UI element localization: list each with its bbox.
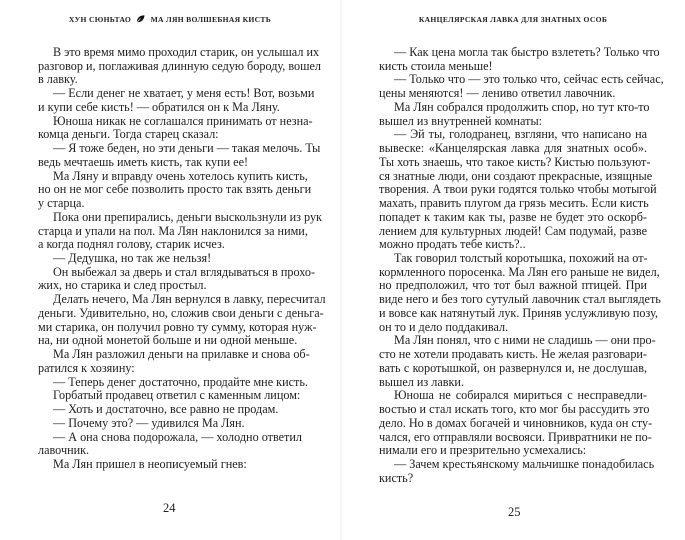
text-line: — Как цена могла так быстро взлететь? Только что — [394, 45, 660, 59]
header-author: ХУН СЮНЬТАО — [68, 15, 132, 24]
text-line: Ма Лян понял, что с ними не сладишь — они про- — [394, 333, 656, 348]
text-line: и купи себе кисть! — обратился он к Ма Ляну. — [38, 99, 280, 114]
text-line: — Если денег не хватает, у меня есть! Вот, возьми — [53, 86, 315, 101]
text-line: — Теперь денег достаточно, продайте мне кисть. — [53, 374, 308, 389]
text-line: В это время мимо проходил старик, он услышал их — [53, 45, 320, 59]
text-line: Так говорил толстый коротышка, похожий на от- — [394, 251, 648, 266]
text-line: и вовсе как натянутый лук. Приняв услужливую позу, — [379, 305, 658, 320]
text-line: у старца. — [38, 196, 85, 211]
text-line: — Дедушка, но так же нельзя! — [53, 251, 212, 266]
text-line: вышел из лавки. — [379, 374, 464, 389]
text-line: ми старика, он получил ровно ту сумму, которая нуж- — [38, 319, 317, 334]
text-line: Ма Ляну и вправду очень хотелось купить кисть, — [53, 168, 308, 183]
text-line: — Я тоже беден, но эти деньги — такая мелочь. Ты — [53, 141, 321, 156]
text-line: нимали его и презрительно усмехались: — [379, 443, 587, 458]
text-line: попадет к таким как ты, разве не будет это оскорб- — [379, 209, 647, 224]
text-line: — Эй ты, голодранец, взгляни, что написано на — [394, 127, 647, 142]
text-line: а когда поднял голову, старик исчез. — [38, 237, 225, 252]
text-line: творения. А твои руки годятся только чтобы мотыгой — [379, 182, 657, 197]
text-line: лавочник. — [38, 443, 90, 458]
text-line: Ты хоть знаешь, что такое кисть? Кистью пользуют- — [379, 154, 651, 169]
header-book-title: МА ЛЯН ВОЛШЕБНАЯ КИСТЬ — [150, 15, 272, 24]
text-line: жих, но старика и след простыл. — [38, 278, 207, 293]
text-line: старца и упали на пол. Ма Лян наклонился за ними, — [38, 223, 308, 238]
body-text-right — [379, 45, 664, 486]
text-line: Юноша не собирался мириться с несправедли- — [394, 388, 647, 403]
text-line: комца деньги. Тогда старец сказал: — [38, 127, 219, 142]
brush-leaf-icon — [136, 15, 145, 23]
text-line: сто не хотели продавать кисть. Не желая разговари- — [379, 347, 647, 362]
text-line: виде него и без того сутулый лавочник стал выглядеть — [379, 292, 661, 307]
text-line: разговор и, поглаживая длинную седую бороду, вошел — [38, 58, 321, 73]
text-line: востью и стал искать того, кто мог бы рассудить это — [379, 402, 650, 417]
running-header-right: КАНЦЕЛЯРСКАЯ ЛАВКА ДЛЯ ЗНАТНЫХ ОСОБ — [418, 15, 608, 24]
text-line: Ма Лян разложил деньги на прилавке и снова об- — [53, 347, 310, 362]
right-page — [342, 0, 685, 540]
text-line: — Только что — это только что, сейчас есть сейчас, — [394, 72, 664, 87]
text-line: — А она снова подорожала, — холодно ответил — [53, 429, 302, 444]
text-line: ведь мечтаешь иметь кисть, так купи ее! — [38, 154, 249, 169]
text-line: вышел из внутренней комнаты: — [379, 113, 543, 128]
text-line: вать с коротышкой, он развернулся и, не дослушав, — [379, 360, 647, 375]
text-line: он то и дело поддакивал. — [379, 319, 509, 334]
text-line: ся знатные люди, они создают прекрасные, изящные — [379, 168, 653, 183]
text-line: Он выбежал за дверь и стал вглядываться в прохо- — [53, 264, 316, 279]
text-line: Делать нечего, Ма Лян вернулся в лавку, пересчитал — [53, 292, 326, 307]
text-line: но он не мог себе позволить просто так взять деньги — [38, 182, 312, 197]
text-line: Горбатый продавец ответил с каменным лицом: — [53, 388, 301, 403]
text-line: Пока они препирались, деньги выскользнули из рук — [53, 209, 322, 224]
text-line: Ма Лян собрался продолжить спор, но тут кто-то — [394, 99, 650, 114]
left-page — [0, 0, 342, 540]
text-line: лением для культурных людей! Сам подумай, разве — [379, 223, 647, 238]
text-line: махать, править плугом да грязь месить. Если кисть — [379, 196, 649, 211]
text-line: цены меняются! — лениво ответил лавочник. — [379, 86, 616, 101]
text-line: — Почему это? — удивился Ма Лян. — [53, 415, 245, 430]
text-line: можно продать тебе кисть?.. — [379, 237, 526, 252]
text-line: но предположил, что тот был важной птицей. При — [379, 278, 647, 293]
text-line: Ма Лян пришел в неописуемый гнев: — [53, 457, 247, 472]
page-number-left: 24 — [163, 501, 176, 515]
text-line: кисть? — [379, 470, 414, 485]
text-line: вывеске: «Канцелярская лавка для знатных особ». — [379, 141, 647, 156]
text-line: ратился к хозяину: — [38, 360, 135, 375]
text-line: дело. Но в домах богачей и чиновников, куда он сту- — [379, 415, 653, 430]
text-line: в лавку. — [38, 72, 78, 87]
text-line: на, ни одной монетой больше и ни одной меньше. — [38, 333, 298, 348]
page-number-right: 25 — [508, 505, 521, 519]
text-line: чался, его отправляли восвояси. Привратники не по- — [379, 429, 652, 444]
running-header-left — [38, 15, 302, 24]
text-line: кисть стоила меньше! — [379, 58, 493, 73]
text-line: — Зачем крестьянскому мальчишке понадобилась — [394, 457, 655, 472]
text-line: Юноша никак не соглашался принимать от незна- — [53, 113, 313, 128]
body-text-left — [38, 45, 326, 472]
text-line: кормленного поросенка. Ма Лян его раньше не видел, — [379, 264, 660, 279]
text-line: — Хоть и достаточно, все равно не продам. — [53, 402, 279, 417]
text-line: деньги. Удивительно, но, сложив свои деньги с деньга- — [38, 305, 324, 320]
